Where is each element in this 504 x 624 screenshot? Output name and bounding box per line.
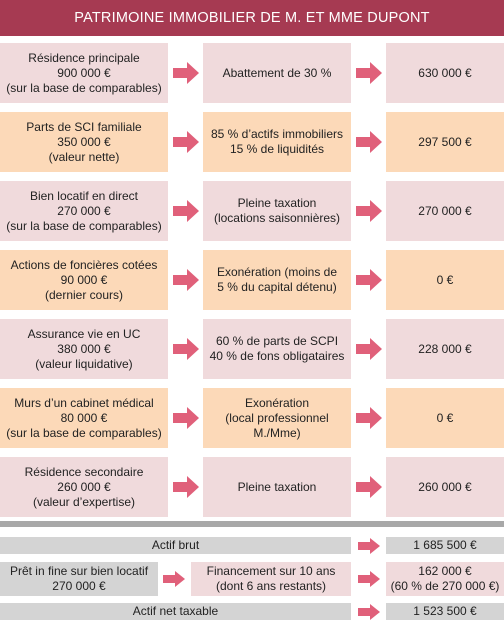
treatment-cell (203, 388, 351, 448)
treatment-cell-line: 15 % de liquidités (229, 142, 325, 156)
taxable-value-cell (386, 43, 504, 103)
asset-cell-line: 270 000 € (57, 203, 111, 218)
taxable-value-cell (386, 112, 504, 172)
asset-cell-line: Résidence secondaire (24, 464, 144, 479)
arrow-right-icon (358, 538, 380, 554)
gross-assets-value (386, 537, 504, 554)
asset-cell-line: 350 000 € (57, 134, 111, 149)
asset-cell-line: Résidence principale (28, 50, 140, 65)
taxable-value-cell (386, 250, 504, 310)
asset-cell-line: (valeur nette) (48, 149, 120, 164)
loan-value (386, 562, 504, 596)
arrow-right-icon (163, 571, 185, 587)
net-taxable-label (0, 603, 351, 620)
gross-assets-label-text: Actif brut (151, 538, 200, 552)
treatment-cell (203, 43, 351, 103)
loan-treatment-line: (dont 6 ans restants) (215, 579, 327, 593)
asset-cell (0, 43, 168, 103)
asset-cell-line: Murs d’un cabinet médical (14, 395, 154, 410)
asset-cell (0, 457, 168, 517)
taxable-value-cell (386, 181, 504, 241)
asset-row (0, 43, 504, 103)
taxable-value-text: 297 500 € (418, 134, 472, 149)
treatment-cell (203, 250, 351, 310)
treatment-cell-line: Exonération (244, 395, 310, 410)
treatment-cell-line: Pleine taxation (237, 479, 317, 494)
taxable-value-cell (386, 388, 504, 448)
page-title: PATRIMOINE IMMOBILIER DE M. ET MME DUPONT (0, 0, 504, 36)
loan-treatment (191, 562, 351, 596)
arrow-right-icon (356, 200, 382, 222)
arrow-right-icon (356, 338, 382, 360)
asset-cell (0, 319, 168, 379)
arrow-right-icon (173, 338, 199, 360)
arrow-right-icon (358, 571, 380, 587)
asset-cell-line: 80 000 € (60, 410, 108, 425)
treatment-cell-line: Abattement de 30 % (222, 65, 332, 80)
treatment-cell (203, 112, 351, 172)
treatment-cell-line: 60 % de parts de SCPI (215, 334, 339, 348)
taxable-value-cell (386, 457, 504, 517)
arrow-right-icon (173, 407, 199, 429)
taxable-value-text: 260 000 € (418, 479, 472, 494)
treatment-cell (203, 319, 351, 379)
arrow-right-icon (173, 269, 199, 291)
loan-label-line: 270 000 € (52, 579, 106, 593)
asset-row (0, 250, 504, 310)
asset-cell (0, 112, 168, 172)
arrow-right-icon (173, 62, 199, 84)
asset-cell (0, 250, 168, 310)
treatment-cell (203, 181, 351, 241)
asset-cell-line: (valeur d’expertise) (32, 494, 136, 509)
treatment-cell-line: (local professionnel (225, 410, 329, 425)
arrow-right-icon (356, 269, 382, 291)
treatment-cell-line: Pleine taxation (237, 196, 317, 210)
arrow-right-icon (356, 62, 382, 84)
asset-cell-line: Assurance vie en UC (27, 326, 141, 341)
loan-value-line: (60 % de 270 000 €) (390, 579, 500, 593)
asset-cell-line: Actions de foncières cotées (10, 257, 158, 272)
asset-cell (0, 181, 168, 241)
gross-assets-label (0, 537, 351, 554)
arrow-right-icon (356, 476, 382, 498)
asset-cell-line: Parts de SCI familiale (26, 119, 142, 134)
taxable-value-text: 270 000 € (418, 203, 472, 218)
asset-cell-line: (sur la base de comparables) (6, 425, 162, 440)
asset-cell-line: 380 000 € (57, 341, 111, 356)
separator-bar (0, 521, 504, 527)
arrow-right-icon (173, 131, 199, 153)
asset-row (0, 181, 504, 241)
taxable-value-text: 0 € (436, 272, 454, 287)
net-taxable-label-text: Actif net taxable (132, 604, 219, 618)
treatment-cell-line: 40 % de fons obligataires (209, 349, 345, 363)
loan-label (0, 562, 158, 596)
net-taxable-value (386, 603, 504, 620)
taxable-value-text: 228 000 € (418, 341, 472, 356)
treatment-cell-line: 85 % d’actifs immobiliers (210, 127, 344, 141)
asset-cell-line: (sur la base de comparables) (6, 80, 162, 95)
treatment-cell-line: 5 % du capital détenu) (217, 280, 337, 294)
treatment-cell-line: (locations saisonnières) (213, 211, 341, 225)
asset-cell-line: 90 000 € (60, 272, 108, 287)
asset-cell (0, 388, 168, 448)
taxable-value-text: 630 000 € (418, 65, 472, 80)
treatment-cell-line: M./Mme) (253, 425, 301, 440)
arrow-right-icon (358, 604, 380, 620)
net-taxable-value-text: 1 523 500 € (413, 604, 477, 618)
asset-cell-line: 900 000 € (57, 65, 111, 80)
treatment-cell (203, 457, 351, 517)
asset-row (0, 112, 504, 172)
arrow-right-icon (356, 407, 382, 429)
taxable-value-text: 0 € (436, 410, 454, 425)
loan-value-line: 162 000 € (418, 564, 472, 578)
loan-treatment-line: Financement sur 10 ans (206, 564, 336, 578)
loan-label-line: Prêt in fine sur bien locatif (9, 564, 149, 578)
asset-row (0, 388, 504, 448)
taxable-value-cell (386, 319, 504, 379)
asset-row (0, 319, 504, 379)
gross-assets-value-text: 1 685 500 € (413, 538, 477, 552)
asset-cell-line: Bien locatif en direct (29, 188, 139, 203)
asset-cell-line: (valeur liquidative) (35, 356, 133, 371)
treatment-cell-line: Exonération (moins de (216, 265, 338, 279)
asset-cell-line: 260 000 € (57, 479, 111, 494)
arrow-right-icon (173, 200, 199, 222)
asset-cell-line: (sur la base de comparables) (6, 218, 162, 233)
arrow-right-icon (356, 131, 382, 153)
asset-row (0, 457, 504, 517)
asset-cell-line: (dernier cours) (44, 287, 124, 302)
arrow-right-icon (173, 476, 199, 498)
